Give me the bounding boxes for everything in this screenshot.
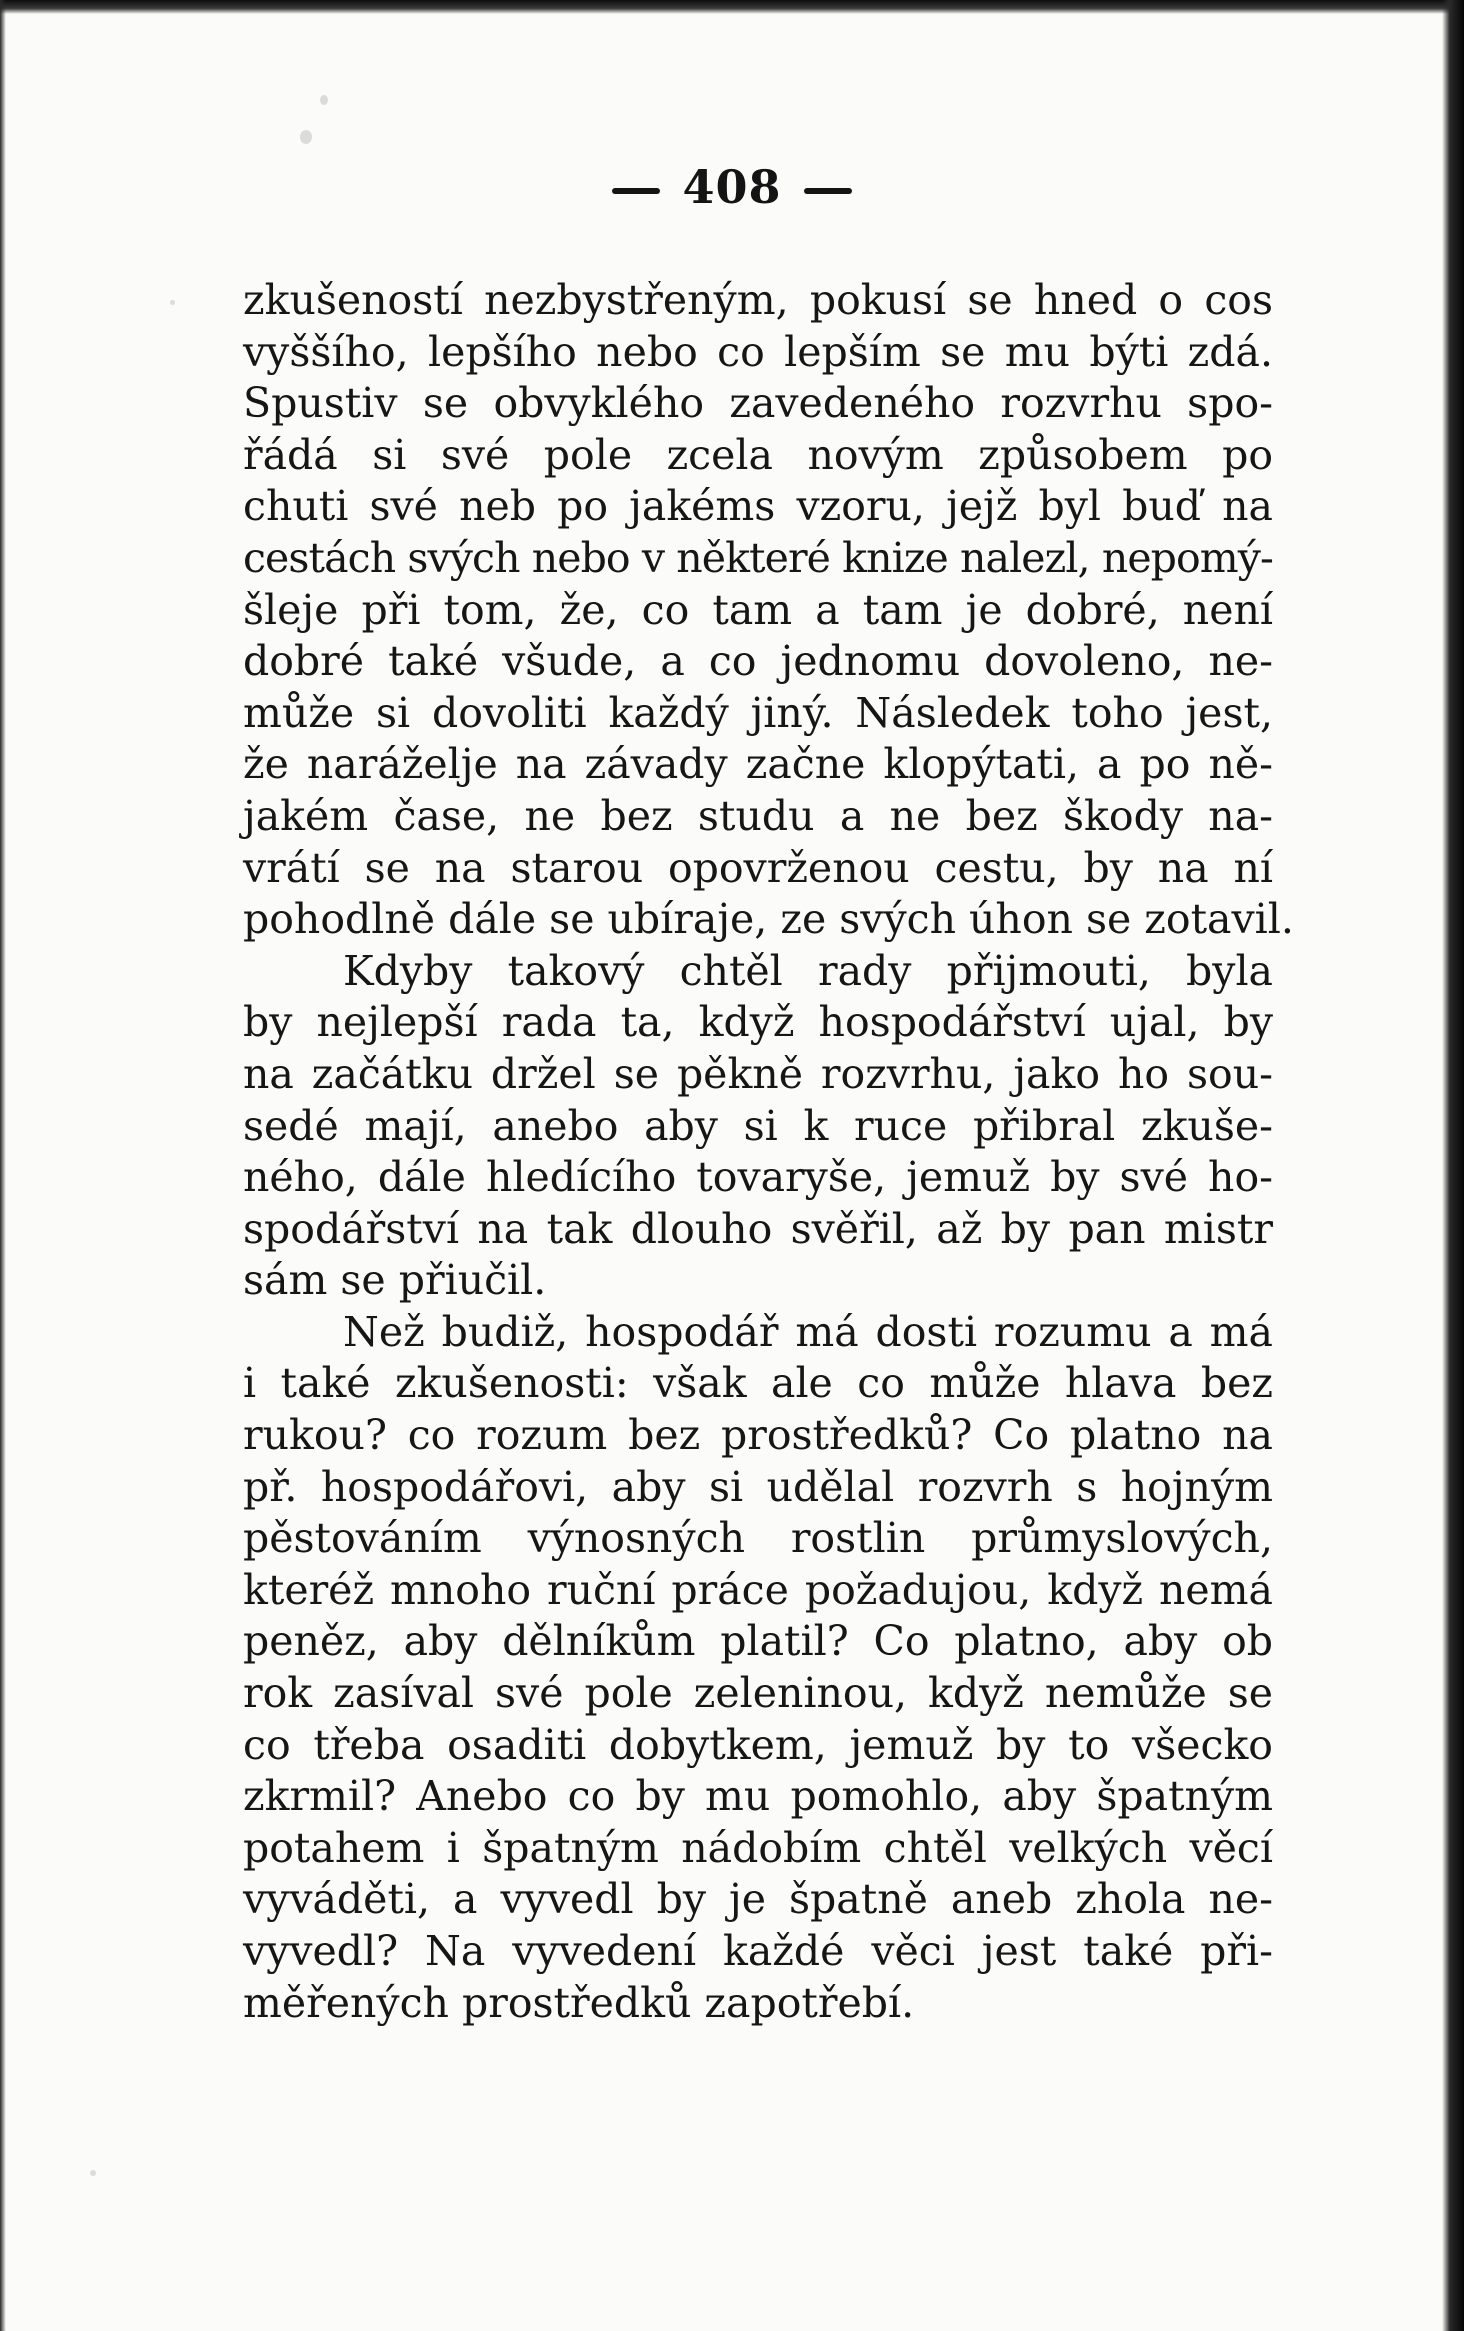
- text-line: na začátku držel se pěkně rozvrhu, jako ho sou-: [243, 1049, 1273, 1098]
- text-line: př. hospodářovi, aby si udělal rozvrh s hojným: [243, 1462, 1273, 1511]
- text-line: zkušeností nezbystřeným, pokusí se hned o cos: [243, 276, 1273, 324]
- text-line: potahem i špatným nádobím chtěl velkých věcí: [243, 1823, 1273, 1872]
- left-dash-ornament: [612, 188, 660, 194]
- scan-right-edge-shadow: [1442, 0, 1464, 2331]
- page-number-header: [0, 160, 1464, 214]
- text-line: měřených prostředků zapotřebí.: [243, 1978, 915, 2027]
- text-line: spodářství na tak dlouho svěřil, až by pan mistr: [243, 1204, 1273, 1253]
- text-line: co třeba osaditi dobytkem, jemuž by to všecko: [243, 1720, 1273, 1769]
- text-line: řádá si své pole zcela novým způsobem po: [243, 430, 1273, 479]
- text-line: může si dovoliti každý jiný. Následek toho jest,: [243, 688, 1273, 737]
- text-line: cestách svých nebo v některé knize nalezl, nepomý-: [243, 533, 1273, 582]
- text-line: dobré také všude, a co jednomu dovoleno, ne-: [243, 637, 1273, 686]
- text-line: ného, dále hledícího tovaryše, jemuž by své ho-: [243, 1153, 1273, 1202]
- text-line: vrátí se na starou opovrženou cestu, by na ní: [243, 843, 1273, 892]
- text-line: šleje při tom, že, co tam a tam je dobré, není: [243, 585, 1273, 634]
- text-line: sám se přiučil.: [243, 1256, 547, 1305]
- page-number: 408: [682, 160, 782, 214]
- text-line: peněz, aby dělníkům platil? Co platno, aby ob: [243, 1617, 1273, 1666]
- text-line: kteréž mnoho ruční práce požadujou, když nemá: [243, 1565, 1273, 1614]
- scan-left-edge-shadow: [0, 0, 6, 2331]
- paper-speck: [320, 95, 328, 105]
- text-line: Kdyby takový chtěl rady přijmouti, byla: [343, 946, 1273, 995]
- body-text: [243, 275, 1294, 2029]
- paper-speck: [170, 300, 175, 305]
- text-line: rukou? co rozum bez prostředků? Co platno na: [243, 1411, 1273, 1460]
- text-line: rok zasíval své pole zeleninou, když nemůže se: [243, 1669, 1273, 1718]
- text-line: i také zkušenosti: však ale co může hlava bez: [243, 1359, 1273, 1408]
- text-line: Než budiž, hospodář má dosti rozumu a má: [343, 1307, 1273, 1356]
- text-line: chuti své neb po jakéms vzoru, jejž byl buď na: [243, 482, 1273, 531]
- text-line: zkrmil? Anebo co by mu pomohlo, aby špatným: [243, 1772, 1273, 1821]
- text-line: pěstováním výnosných rostlin průmyslových,: [243, 1514, 1273, 1563]
- paper-speck: [300, 130, 312, 144]
- text-line: vyvedl? Na vyvedení každé věci jest také při-: [243, 1927, 1273, 1975]
- text-line: vyváděti, a vyvedl by je špatně aneb zhola ne-: [243, 1875, 1273, 1924]
- text-line: vyššího, lepšího nebo co lepším se mu býti zdá.: [243, 327, 1273, 376]
- text-line: Spustiv se obvyklého zavedeného rozvrhu spo-: [243, 379, 1273, 428]
- scan-top-edge-shadow: [0, 0, 1464, 14]
- text-line: by nejlepší rada ta, když hospodářství ujal, by: [243, 998, 1273, 1047]
- text-line: že naráželje na závady začne klopýtati, a po ně-: [243, 740, 1273, 789]
- text-line: pohodlně dále se ubíraje, ze svých úhon se zotavil.: [243, 895, 1294, 944]
- text-line: jakém čase, ne bez studu a ne bez škody na-: [243, 791, 1273, 840]
- text-line: sedé mají, anebo aby si k ruce přibral zkuše-: [243, 1101, 1273, 1150]
- paper-speck: [90, 2170, 96, 2176]
- right-dash-ornament: [804, 188, 852, 194]
